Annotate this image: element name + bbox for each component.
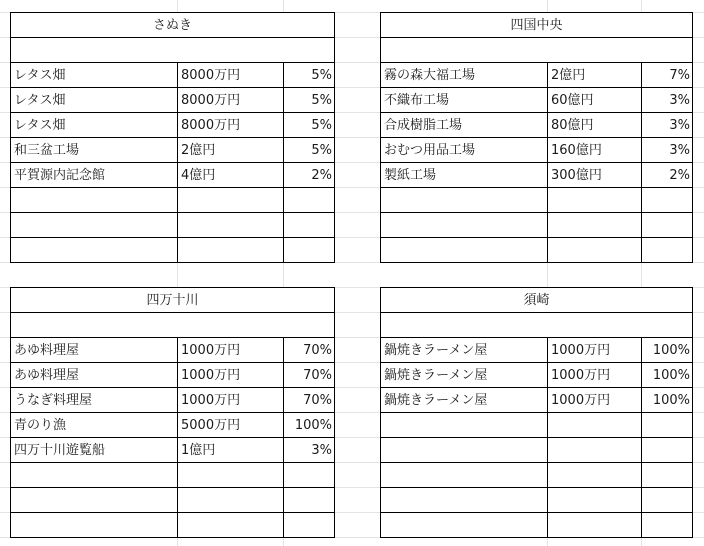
percent-cell[interactable] bbox=[642, 438, 693, 463]
cost-cell[interactable]: 1000万円 bbox=[548, 338, 642, 363]
cost-cell[interactable] bbox=[178, 213, 284, 238]
percent-cell[interactable]: 3% bbox=[642, 113, 693, 138]
table-title-cell[interactable]: さぬき bbox=[11, 13, 335, 38]
facility-name-cell[interactable]: レタス畑 bbox=[11, 63, 178, 88]
shikoku-chuo-table bbox=[380, 12, 693, 263]
cost-cell[interactable]: 8000万円 bbox=[178, 113, 284, 138]
percent-cell[interactable] bbox=[642, 188, 693, 213]
facility-name-cell[interactable]: 合成樹脂工場 bbox=[381, 113, 548, 138]
facility-name-cell[interactable]: あゆ料理屋 bbox=[11, 338, 178, 363]
cost-cell[interactable]: 2億円 bbox=[548, 63, 642, 88]
blank-cell[interactable] bbox=[381, 38, 693, 63]
percent-cell[interactable]: 3% bbox=[642, 138, 693, 163]
facility-name-cell[interactable]: おむつ用品工場 bbox=[381, 138, 548, 163]
percent-cell[interactable] bbox=[642, 513, 693, 538]
facility-name-cell[interactable]: 製紙工場 bbox=[381, 163, 548, 188]
cost-cell[interactable] bbox=[548, 413, 642, 438]
table-title-cell[interactable]: 四万十川 bbox=[11, 288, 335, 313]
percent-cell[interactable] bbox=[284, 238, 335, 263]
percent-cell[interactable] bbox=[642, 488, 693, 513]
facility-name-cell[interactable] bbox=[11, 238, 178, 263]
percent-cell[interactable]: 2% bbox=[284, 163, 335, 188]
cost-cell[interactable]: 8000万円 bbox=[178, 88, 284, 113]
cost-cell[interactable]: 5000万円 bbox=[178, 413, 284, 438]
percent-cell[interactable] bbox=[642, 238, 693, 263]
facility-name-cell[interactable] bbox=[381, 488, 548, 513]
cost-cell[interactable] bbox=[548, 213, 642, 238]
cost-cell[interactable]: 2億円 bbox=[178, 138, 284, 163]
facility-name-cell[interactable]: 青のり漁 bbox=[11, 413, 178, 438]
percent-cell[interactable]: 3% bbox=[642, 88, 693, 113]
percent-cell[interactable]: 100% bbox=[642, 388, 693, 413]
shimanto-river-table bbox=[10, 287, 335, 538]
cost-cell[interactable]: 1000万円 bbox=[548, 388, 642, 413]
percent-cell[interactable]: 100% bbox=[642, 363, 693, 388]
blank-cell[interactable] bbox=[381, 313, 693, 338]
facility-name-cell[interactable]: あゆ料理屋 bbox=[11, 363, 178, 388]
facility-name-cell[interactable] bbox=[381, 188, 548, 213]
cost-cell[interactable]: 1000万円 bbox=[178, 363, 284, 388]
percent-cell[interactable] bbox=[284, 463, 335, 488]
facility-name-cell[interactable] bbox=[11, 488, 178, 513]
facility-name-cell[interactable] bbox=[11, 213, 178, 238]
facility-name-cell[interactable] bbox=[381, 238, 548, 263]
facility-name-cell[interactable]: 霧の森大福工場 bbox=[381, 63, 548, 88]
cost-cell[interactable]: 60億円 bbox=[548, 88, 642, 113]
cost-cell[interactable] bbox=[548, 238, 642, 263]
facility-name-cell[interactable] bbox=[11, 513, 178, 538]
percent-cell[interactable]: 7% bbox=[642, 63, 693, 88]
percent-cell[interactable]: 100% bbox=[284, 413, 335, 438]
percent-cell[interactable]: 5% bbox=[284, 88, 335, 113]
percent-cell[interactable] bbox=[284, 488, 335, 513]
facility-name-cell[interactable] bbox=[381, 413, 548, 438]
blank-cell[interactable] bbox=[11, 313, 335, 338]
facility-name-cell[interactable] bbox=[381, 513, 548, 538]
percent-cell[interactable] bbox=[642, 213, 693, 238]
percent-cell[interactable]: 5% bbox=[284, 138, 335, 163]
percent-cell[interactable]: 70% bbox=[284, 338, 335, 363]
cost-cell[interactable] bbox=[548, 438, 642, 463]
percent-cell[interactable]: 5% bbox=[284, 63, 335, 88]
sanuki-table bbox=[10, 12, 335, 263]
cost-cell[interactable]: 300億円 bbox=[548, 163, 642, 188]
facility-name-cell[interactable]: 平賀源内記念館 bbox=[11, 163, 178, 188]
percent-cell[interactable]: 5% bbox=[284, 113, 335, 138]
percent-cell[interactable]: 70% bbox=[284, 363, 335, 388]
facility-name-cell[interactable]: レタス畑 bbox=[11, 88, 178, 113]
percent-cell[interactable]: 100% bbox=[642, 338, 693, 363]
facility-name-cell[interactable] bbox=[381, 463, 548, 488]
percent-cell[interactable]: 70% bbox=[284, 388, 335, 413]
cost-cell[interactable] bbox=[178, 463, 284, 488]
facility-name-cell[interactable]: レタス畑 bbox=[11, 113, 178, 138]
percent-cell[interactable] bbox=[284, 513, 335, 538]
percent-cell[interactable] bbox=[284, 213, 335, 238]
facility-name-cell[interactable]: 鍋焼きラーメン屋 bbox=[381, 363, 548, 388]
cost-cell[interactable] bbox=[178, 488, 284, 513]
cost-cell[interactable]: 8000万円 bbox=[178, 63, 284, 88]
percent-cell[interactable] bbox=[284, 188, 335, 213]
facility-name-cell[interactable]: 鍋焼きラーメン屋 bbox=[381, 388, 548, 413]
cost-cell[interactable]: 160億円 bbox=[548, 138, 642, 163]
cost-cell[interactable]: 1000万円 bbox=[548, 363, 642, 388]
percent-cell[interactable] bbox=[642, 413, 693, 438]
facility-name-cell[interactable] bbox=[381, 438, 548, 463]
facility-name-cell[interactable] bbox=[381, 213, 548, 238]
facility-name-cell[interactable] bbox=[11, 188, 178, 213]
facility-name-cell[interactable]: 四万十川遊覧船 bbox=[11, 438, 178, 463]
cost-cell[interactable]: 1億円 bbox=[178, 438, 284, 463]
susaki-table bbox=[380, 287, 693, 538]
percent-cell[interactable] bbox=[642, 463, 693, 488]
cost-cell[interactable]: 1000万円 bbox=[178, 388, 284, 413]
facility-name-cell[interactable]: うなぎ料理屋 bbox=[11, 388, 178, 413]
blank-cell[interactable] bbox=[11, 38, 335, 63]
table-title-cell[interactable]: 四国中央 bbox=[381, 13, 693, 38]
cost-cell[interactable] bbox=[178, 188, 284, 213]
cost-cell[interactable] bbox=[178, 513, 284, 538]
percent-cell[interactable]: 3% bbox=[284, 438, 335, 463]
table-title-cell[interactable]: 須崎 bbox=[381, 288, 693, 313]
cost-cell[interactable] bbox=[548, 513, 642, 538]
cost-cell[interactable]: 1000万円 bbox=[178, 338, 284, 363]
percent-cell[interactable]: 2% bbox=[642, 163, 693, 188]
cost-cell[interactable] bbox=[178, 238, 284, 263]
cost-cell[interactable] bbox=[548, 188, 642, 213]
facility-name-cell[interactable]: 鍋焼きラーメン屋 bbox=[381, 338, 548, 363]
facility-name-cell[interactable]: 不織布工場 bbox=[381, 88, 548, 113]
cost-cell[interactable] bbox=[548, 463, 642, 488]
cost-cell[interactable]: 80億円 bbox=[548, 113, 642, 138]
facility-name-cell[interactable]: 和三盆工場 bbox=[11, 138, 178, 163]
facility-name-cell[interactable] bbox=[11, 463, 178, 488]
cost-cell[interactable]: 4億円 bbox=[178, 163, 284, 188]
cost-cell[interactable] bbox=[548, 488, 642, 513]
